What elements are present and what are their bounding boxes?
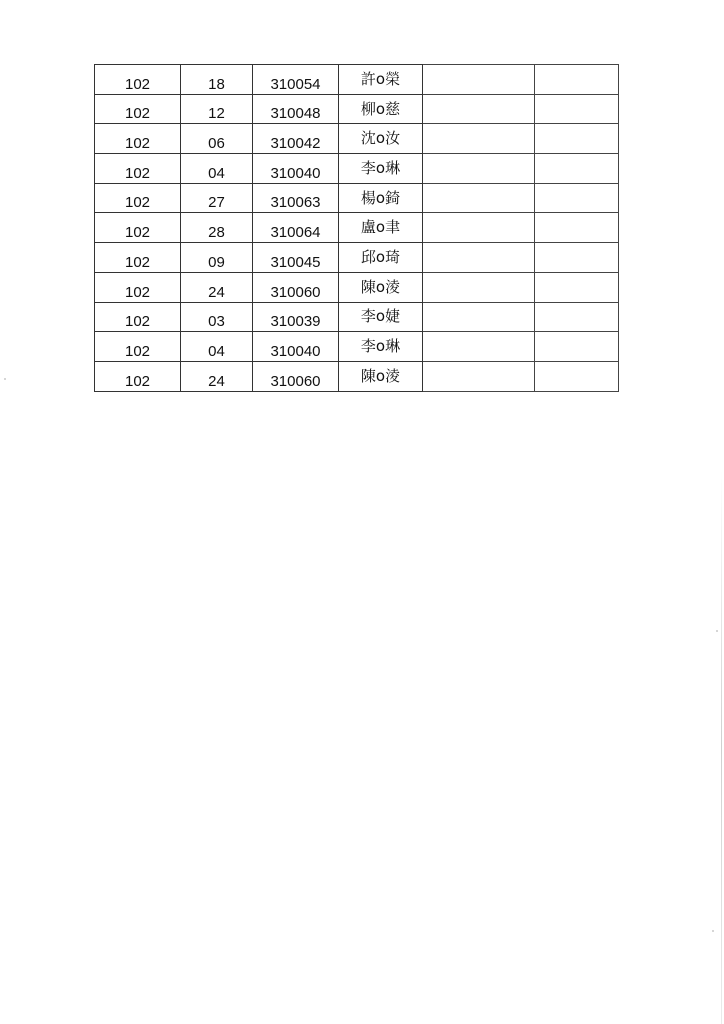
table-row [95, 94, 619, 124]
grade-cell: 102 [95, 243, 181, 273]
blank-cell [423, 332, 535, 362]
table-row [95, 213, 619, 243]
scan-edge-shadow [721, 470, 722, 1024]
seat-number-cell: 04 [181, 154, 253, 184]
grade-cell: 102 [95, 183, 181, 213]
student-id-cell: 310054 [253, 65, 339, 95]
blank-cell [423, 94, 535, 124]
table-row [95, 124, 619, 154]
blank-cell [535, 302, 619, 332]
student-id-cell: 310042 [253, 124, 339, 154]
blank-cell [423, 213, 535, 243]
blank-cell [423, 183, 535, 213]
grade-cell: 102 [95, 124, 181, 154]
blank-cell [423, 243, 535, 273]
student-name-cell: 柳o慈 [339, 94, 423, 124]
table-row [95, 332, 619, 362]
seat-number-cell: 03 [181, 302, 253, 332]
table-row [95, 65, 619, 95]
seat-number-cell: 12 [181, 94, 253, 124]
student-name-cell: 楊o錡 [339, 183, 423, 213]
grade-cell: 102 [95, 302, 181, 332]
student-roster-table [94, 64, 619, 392]
blank-cell [535, 272, 619, 302]
student-name-cell: 盧o聿 [339, 213, 423, 243]
seat-number-cell: 24 [181, 361, 253, 391]
blank-cell [535, 65, 619, 95]
seat-number-cell: 06 [181, 124, 253, 154]
student-id-cell: 310064 [253, 213, 339, 243]
student-name-cell: 李o婕 [339, 302, 423, 332]
blank-cell [535, 154, 619, 184]
grade-cell: 102 [95, 94, 181, 124]
table-row [95, 302, 619, 332]
student-id-cell: 310039 [253, 302, 339, 332]
student-id-cell: 310040 [253, 154, 339, 184]
blank-cell [423, 361, 535, 391]
roster-body [95, 65, 619, 392]
student-name-cell: 陳o淩 [339, 272, 423, 302]
table-row [95, 154, 619, 184]
scan-speck [712, 930, 714, 932]
blank-cell [423, 65, 535, 95]
table-row [95, 183, 619, 213]
grade-cell: 102 [95, 272, 181, 302]
blank-cell [423, 124, 535, 154]
seat-number-cell: 18 [181, 65, 253, 95]
blank-cell [535, 243, 619, 273]
student-id-cell: 310060 [253, 361, 339, 391]
table-row [95, 243, 619, 273]
blank-cell [535, 213, 619, 243]
table-row [95, 361, 619, 391]
table-row [95, 272, 619, 302]
student-id-cell: 310063 [253, 183, 339, 213]
student-id-cell: 310060 [253, 272, 339, 302]
seat-number-cell: 28 [181, 213, 253, 243]
student-name-cell: 邱o琦 [339, 243, 423, 273]
student-name-cell: 許o榮 [339, 65, 423, 95]
scan-speck [716, 630, 718, 632]
blank-cell [535, 332, 619, 362]
grade-cell: 102 [95, 332, 181, 362]
blank-cell [423, 154, 535, 184]
student-id-cell: 310045 [253, 243, 339, 273]
grade-cell: 102 [95, 154, 181, 184]
student-name-cell: 李o琳 [339, 332, 423, 362]
student-id-cell: 310048 [253, 94, 339, 124]
seat-number-cell: 24 [181, 272, 253, 302]
scan-speck [4, 378, 6, 380]
student-id-cell: 310040 [253, 332, 339, 362]
blank-cell [535, 94, 619, 124]
blank-cell [423, 302, 535, 332]
student-name-cell: 李o琳 [339, 154, 423, 184]
grade-cell: 102 [95, 213, 181, 243]
seat-number-cell: 27 [181, 183, 253, 213]
grade-cell: 102 [95, 65, 181, 95]
blank-cell [535, 183, 619, 213]
blank-cell [423, 272, 535, 302]
student-name-cell: 沈o汝 [339, 124, 423, 154]
seat-number-cell: 04 [181, 332, 253, 362]
student-name-cell: 陳o淩 [339, 361, 423, 391]
blank-cell [535, 124, 619, 154]
blank-cell [535, 361, 619, 391]
grade-cell: 102 [95, 361, 181, 391]
seat-number-cell: 09 [181, 243, 253, 273]
